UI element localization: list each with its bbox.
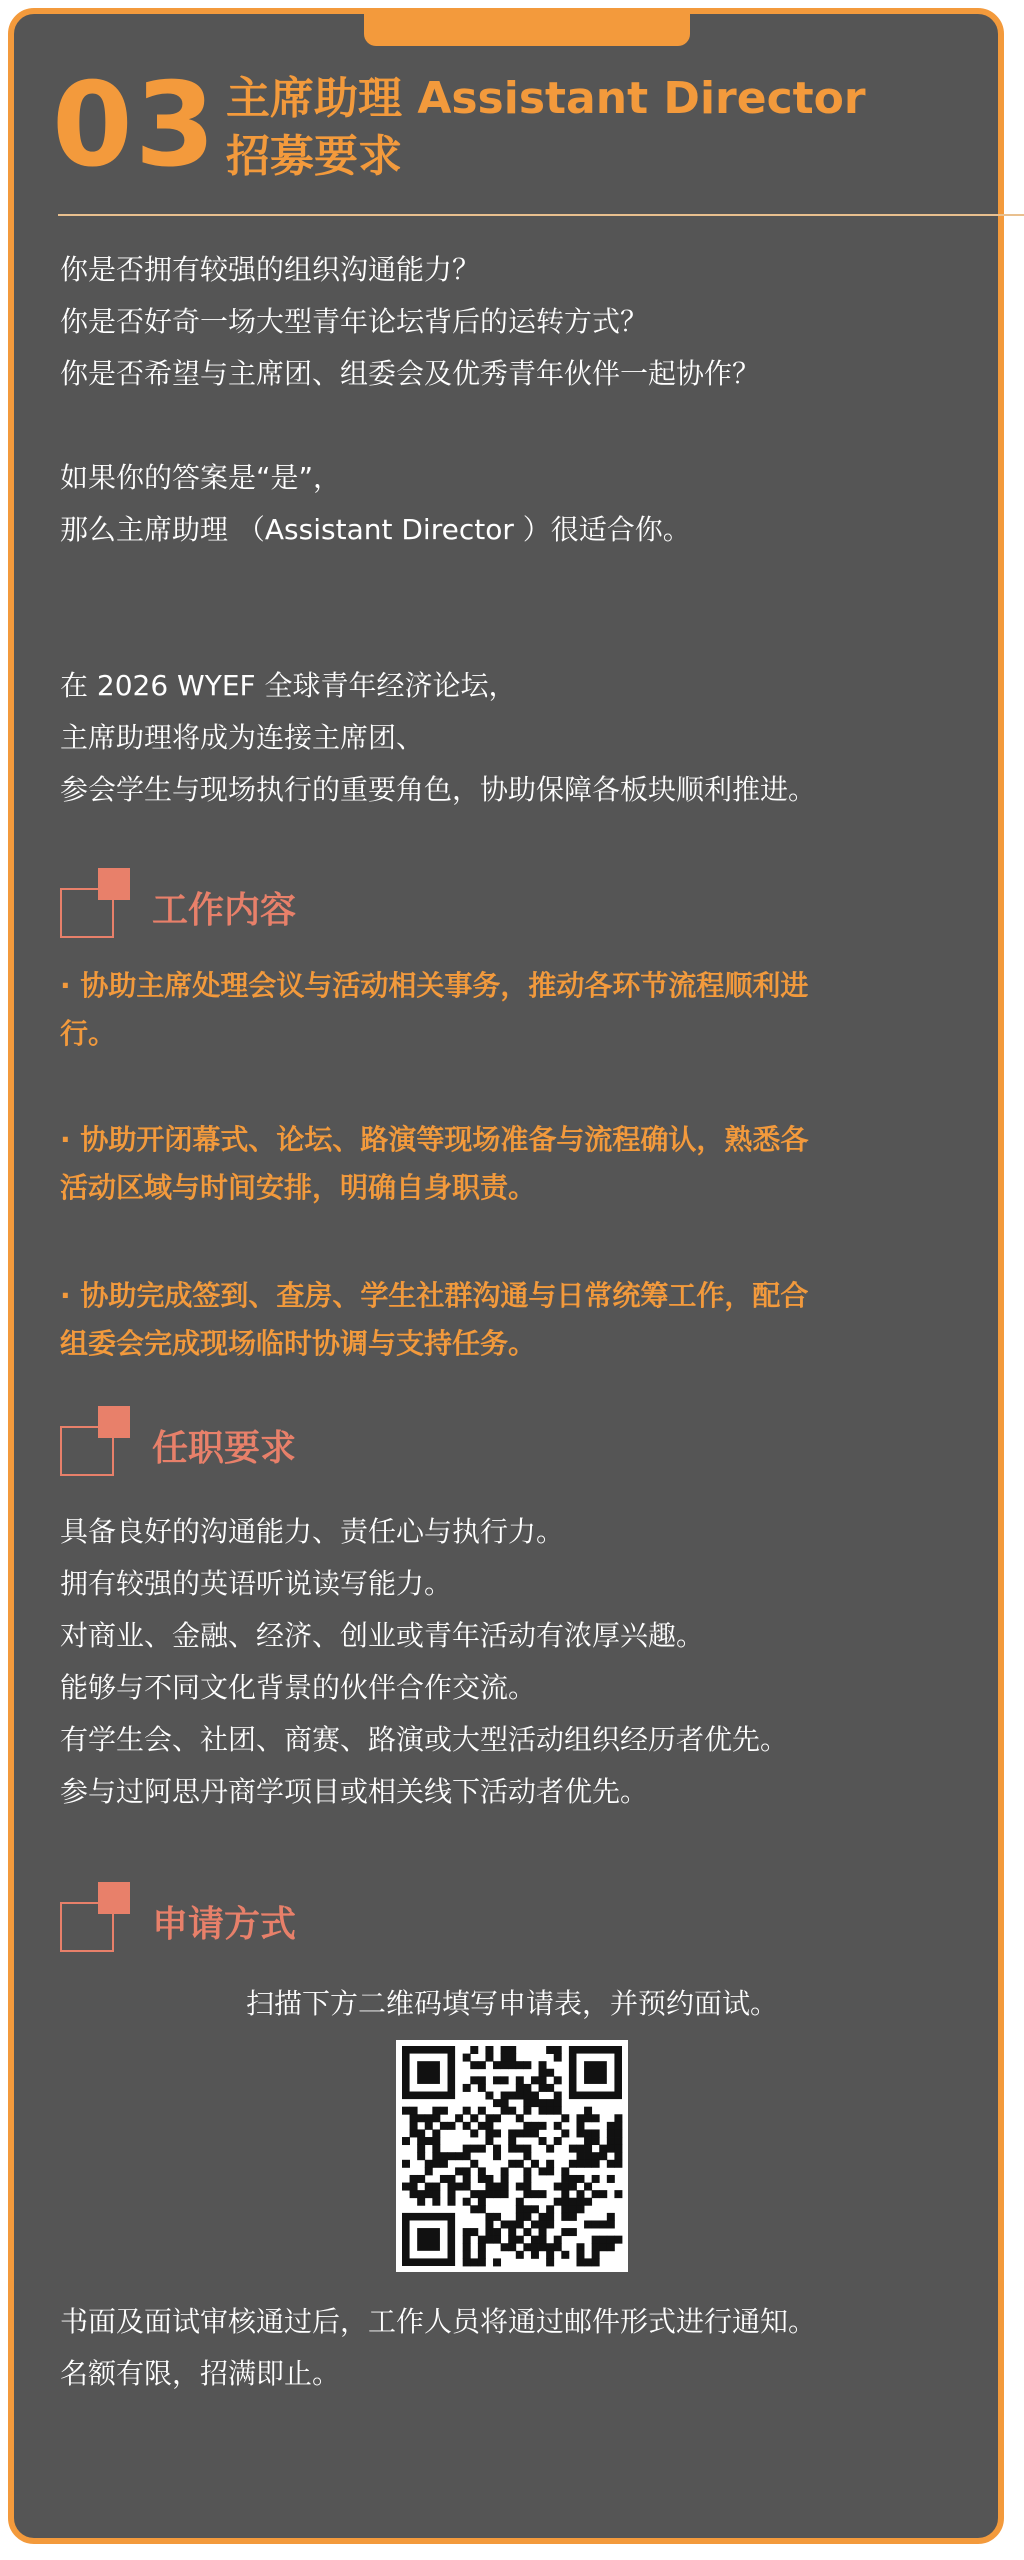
work-item-line: · 协助完成签到、查房、学生社群沟通与日常统筹工作，配合 [60,1279,809,1312]
work-item-line: 组委会完成现场临时协调与支持任务。 [60,1327,537,1360]
work-item-line: · 协助主席处理会议与活动相关事务，推动各环节流程顺利进 [60,969,809,1002]
title-line-1: 主席助理 Assistant Director [226,73,866,124]
section-title: 工作内容 [152,890,297,931]
intro-line: 你是否拥有较强的组织沟通能力？ [60,253,481,286]
square-bullet-icon [60,1882,130,1952]
top-tab-decoration [364,14,690,46]
square-bullet-icon [60,1406,130,1476]
intro-spacer [60,400,816,452]
apply-note-line: 书面及面试审核通过后，工作人员将通过邮件形式进行通知。 [60,2305,817,2338]
requirement-item: 能够与不同文化背景的伙伴合作交流。 [60,1671,537,1704]
intro-text [60,244,816,816]
intro-line: 你是否希望与主席团、组委会及优秀青年伙伴一起协作？ [60,357,761,390]
intro-line: 那么主席助理 （Assistant Director ）很适合你。 [60,513,691,546]
section-title: 申请方式 [152,1904,297,1945]
section-title: 任职要求 [152,1428,297,1469]
page-title [226,70,866,186]
work-item-line: · 协助开闭幕式、论坛、路演等现场准备与流程确认，熟悉各 [60,1123,809,1156]
apply-note [60,2296,816,2400]
section-number: 03 [52,58,218,193]
intro-line: 主席助理将成为连接主席团、 [60,721,425,754]
intro-spacer [60,556,816,608]
requirement-item: 具备良好的沟通能力、责任心与执行力。 [60,1515,565,1548]
intro-line: 你是否好奇一场大型青年论坛背后的运转方式？ [60,305,649,338]
square-bullet-icon [60,868,130,938]
qr-code[interactable] [396,2040,628,2272]
intro-line: 在 2026 WYEF 全球青年经济论坛， [60,669,517,702]
apply-note-line: 名额有限，招满即止。 [60,2357,341,2390]
intro-spacer [60,608,816,660]
intro-line: 如果你的答案是“是”， [60,461,342,494]
title-divider [58,214,1024,216]
requirement-item: 有学生会、社团、商赛、路演或大型活动组织经历者优先。 [60,1723,789,1756]
work-item-line: 活动区域与时间安排，明确自身职责。 [60,1171,537,1204]
intro-line: 参会学生与现场执行的重要角色，协助保障各板块顺利推进。 [60,773,817,806]
work-item [60,962,972,1058]
requirement-item: 对商业、金融、经济、创业或青年活动有浓厚兴趣。 [60,1619,705,1652]
requirements-list [60,1506,788,1818]
requirement-item: 拥有较强的英语听说读写能力。 [60,1567,453,1600]
apply-instruction: 扫描下方二维码填写申请表，并预约面试。 [245,1987,778,2020]
requirement-item: 参与过阿思丹商学项目或相关线下活动者优先。 [60,1775,649,1808]
qr-code-image [396,2040,628,2272]
work-item [60,1116,972,1212]
work-item [60,1272,972,1368]
work-item-line: 行。 [60,1017,117,1050]
title-line-2: 招募要求 [226,131,402,182]
